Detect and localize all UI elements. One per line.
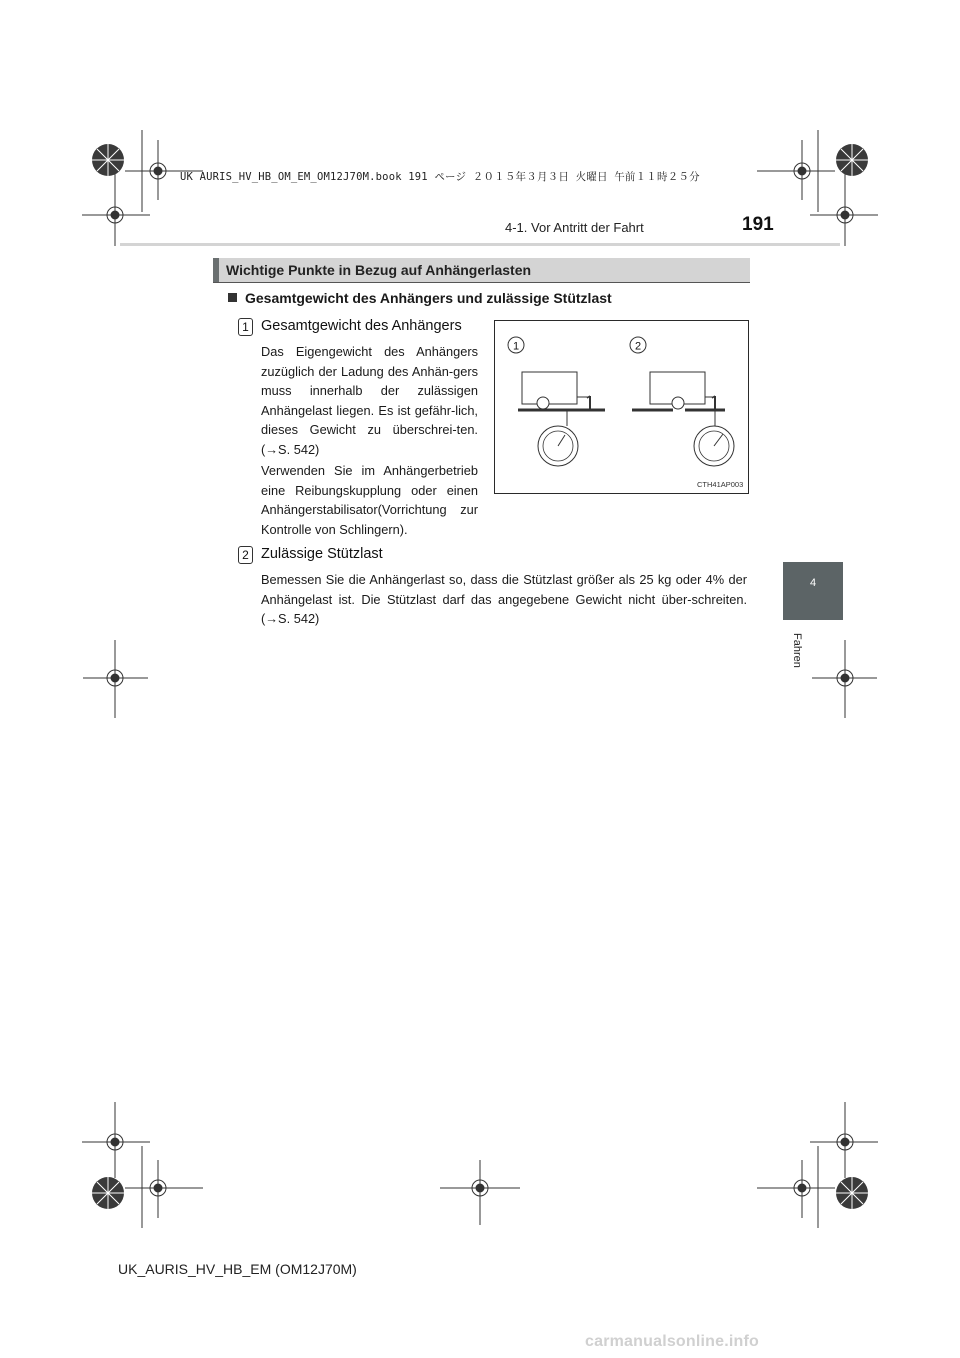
subheading-text: Gesamtgewicht des Anhängers und zulässige Stützlast: [245, 290, 612, 306]
item-number-badge: 2: [238, 546, 253, 564]
chapter-label: [783, 628, 843, 678]
page-number: 191: [742, 214, 774, 235]
header-rule: [120, 243, 840, 246]
figure-callout-2: [630, 337, 646, 353]
trailer-load-figure: [494, 320, 749, 494]
section-title-bar: [213, 258, 750, 283]
trailer-scale-illustration: [495, 321, 748, 493]
subheading: [228, 290, 612, 306]
document-id: UK_AURIS_HV_HB_EM (OM12J70M): [118, 1261, 357, 1277]
item-paragraph: Bemessen Sie die Anhängerlast so, dass die Stützlast größer als 25 kg oder 4% der Anhängelast ist. Die Stützlast darf das angegebene Gewicht nicht über-schreiten. (→S. 542): [261, 572, 747, 627]
chapter-tab: 4: [783, 562, 843, 620]
figure-code: CTH41AP003: [697, 480, 744, 489]
section-bar-accent: [213, 258, 219, 282]
item-number-badge: 1: [238, 318, 253, 336]
chapter-label-text: Fahren: [791, 633, 803, 668]
print-job-header: UK AURIS_HV_HB_OM_EM_OM12J70M.book 191 ページ ２０１５年３月３日 火曜日 午前１１時２５分: [180, 171, 700, 183]
section-title: Wichtige Punkte in Bezug auf Anhängerlasten: [226, 262, 532, 278]
trailer-diagram-left: [518, 372, 605, 466]
item-title: Zulässige Stützlast: [261, 546, 383, 562]
section-path: 4-1. Vor Antritt der Fahrt: [505, 220, 644, 235]
item-title: Gesamtgewicht des Anhängers: [261, 318, 462, 334]
callout-number: 1: [512, 340, 520, 353]
item-paragraph: Das Eigengewicht des Anhängers zuzüglich der Ladung des Anhän-gers muss innerhalb der zulässigen Anhängelast liegen. Es ist gefähr-lich, dieses Gewicht zu überschrei-ten. (→S. 542): [261, 344, 478, 457]
watermark: carmanualsonline.info: [585, 1333, 760, 1350]
callout-number: 2: [634, 340, 642, 353]
item-paragraph: Verwenden Sie im Anhängerbetrieb eine Reibungskupplung oder einen Anhängerstabilisator(Vorrichtung zur Kontrolle von Schlingern).: [261, 463, 478, 537]
trailer-diagram-right: [632, 372, 734, 466]
square-bullet-icon: [228, 293, 237, 302]
figure-callout-1: [508, 337, 524, 353]
